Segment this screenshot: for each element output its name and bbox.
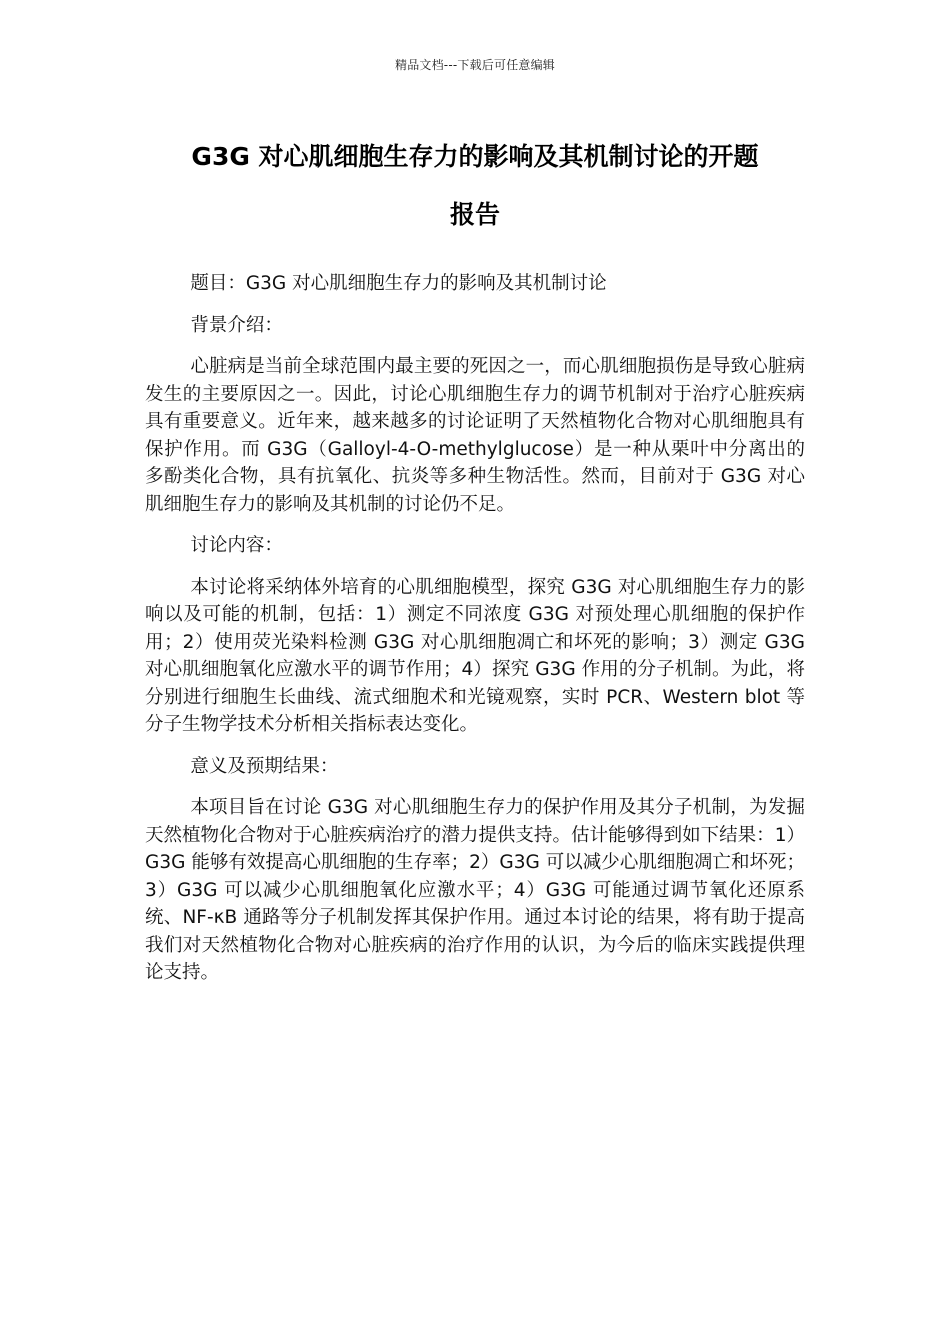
significance-paragraph: 本项目旨在讨论 G3G 对心肌细胞生存力的保护作用及其分子机制，为发掘天然植物化合物对于心脏疾病治疗的潜力提供支持。估计能够得到如下结果：1）G3G 能够有效提高心肌细胞的生存率；2）G3G 可以减少心肌细胞凋亡和坏死；3）G3G 可以减少心肌细胞氧化应激水平；4）G3G 可能通过调节氧化还原系统、NF-κB 通路等分子机制发挥其保护作用。通过本讨论的结果，将有助于提高我们对天然植物化合物对心脏疾病的治疗作用的认识，为今后的临床实践提供理论支持。: [145, 797, 805, 983]
background-label: 背景介绍：: [190, 314, 283, 336]
significance-label: 意义及预期结果：: [190, 755, 339, 777]
document-title-line-2: 报告: [449, 200, 500, 229]
background-paragraph: 心脏病是当前全球范围内最主要的死因之一，而心肌细胞损伤是导致心脏病发生的主要原因之一。因此，讨论心肌细胞生存力的调节机制对于治疗心脏疾病具有重要意义。近年来，越来越多的讨论证明了天然植物化合物对心肌细胞具有保护作用。而 G3G（Galloyl-4-O-methylglucose）是一种从栗叶中分离出的多酚类化合物，具有抗氧化、抗炎等多种生物活性。然而，目前对于 G3G 对心肌细胞生存力的影响及其机制的讨论仍不足。: [145, 356, 805, 515]
content-label: 讨论内容：: [190, 535, 283, 556]
document-body: [145, 270, 805, 1001]
document-title-line-1: G3G 对心肌细胞生存力的影响及其机制讨论的开题: [191, 142, 759, 171]
document-title: [120, 128, 830, 244]
topic-line: 题目：G3G 对心肌细胞生存力的影响及其机制讨论: [190, 273, 607, 294]
header-note: 精品文档---下载后可任意编辑: [395, 58, 555, 72]
content-paragraph: 本讨论将采纳体外培育的心肌细胞模型，探究 G3G 对心肌细胞生存力的影响以及可能的机制，包括：1）测定不同浓度 G3G 对预处理心肌细胞的保护作用；2）使用荧光染料检测 G3G 对心肌细胞凋亡和坏死的影响；3）测定 G3G 对心肌细胞氧化应激水平的调节作用；4）探究 G3G 作用的分子机制。为此，将分别进行细胞生长曲线、流式细胞术和光镜观察，实时 PCR、Western blot 等分子生物学技术分析相关指标表达变化。: [145, 576, 805, 735]
